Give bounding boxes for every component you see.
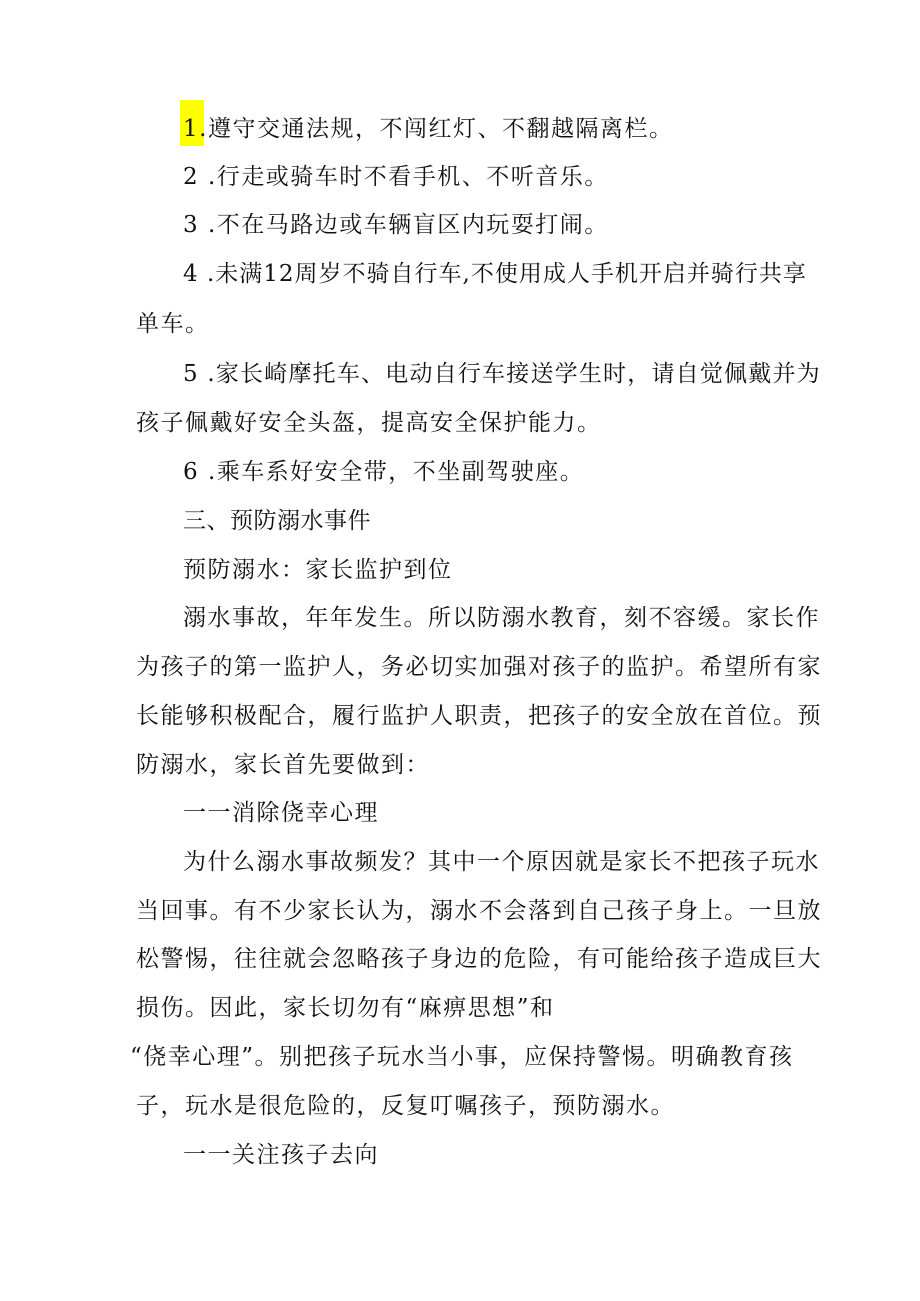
list-item-4-line-2: 单车。 <box>136 311 210 337</box>
bullet-heading-1: 一一消除侥幸心理 <box>183 800 379 826</box>
paragraph-2-line-4: 损伤。因此，家长切勿有“麻痹思想”和 <box>136 995 555 1021</box>
section-heading: 三、预防溺水事件 <box>183 508 371 534</box>
list-item-6: 6 .乘车系好安全带，不坐副驾驶座。 <box>183 459 585 485</box>
paragraph-1-line-3: 长能够积极配合，履行监护人职责，把孩子的安全放在首位。预 <box>136 703 822 729</box>
list-item-4-line-1: 4 .未满12周岁不骑自行车,不使用成人手机开启并骑行共享 <box>183 261 807 287</box>
list-item-5-line-1: 5 .家长崎摩托车、电动自行车接送学生时，请自觉佩戴并为 <box>183 361 821 387</box>
list-item-5-line-2: 孩子佩戴好安全头盔，提高安全保护能力。 <box>136 410 602 436</box>
bullet-heading-2: 一一关注孩子去向 <box>183 1142 379 1168</box>
paragraph-1-line-2: 为孩子的第一监护人，务必切实加强对孩子的监护。希望所有家 <box>136 654 822 680</box>
subheading: 预防溺水：家长监护到位 <box>183 557 453 583</box>
paragraph-2-line-3: 松警惕，往往就会忽略孩子身边的危险，有可能给孩子造成巨大 <box>136 946 822 972</box>
paragraph-2-line-5: “侥幸心理”。别把孩子玩水当小事，应保持警惕。明确教育孩 <box>130 1044 794 1070</box>
paragraph-1-line-4: 防溺水，家长首先要做到： <box>136 752 430 778</box>
paragraph-2-line-6: 子，玩水是很危险的，反复叮嘱孩子，预防溺水。 <box>136 1093 675 1119</box>
list-item-1: 1.遵守交通法规，不闯红灯、不翻越隔离栏。 <box>183 116 674 142</box>
list-item-2: 2 .行走或骑车时不看手机、不听音乐。 <box>183 164 609 190</box>
paragraph-2-line-2: 当回事。有不少家长认为，溺水不会落到自己孩子身上。一旦放 <box>136 898 822 924</box>
paragraph-1-line-1: 溺水事故，年年发生。所以防溺水教育，刻不容缓。家长作 <box>183 605 820 631</box>
list-item-3: 3 .不在马路边或车辆盲区内玩耍打闹。 <box>183 212 609 238</box>
paragraph-2-line-1: 为什么溺水事故频发？其中一个原因就是家长不把孩子玩水 <box>183 849 820 875</box>
